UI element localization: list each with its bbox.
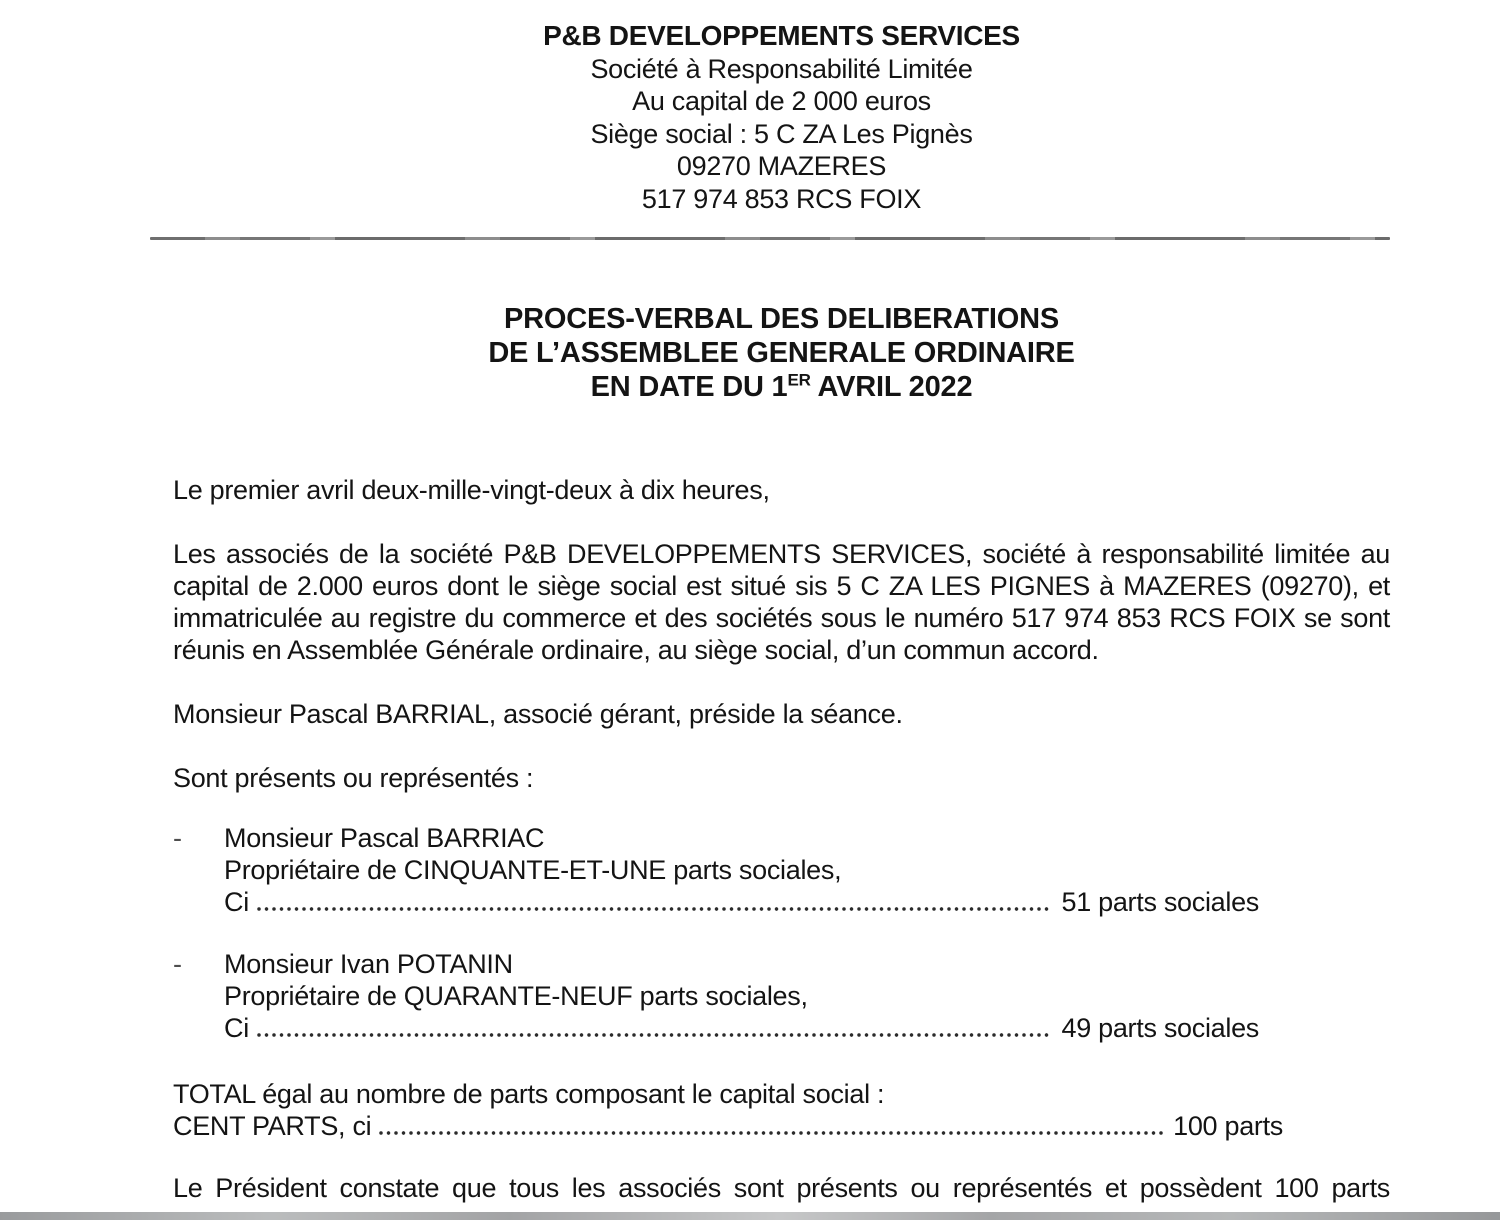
paragraph-president: Monsieur Pascal BARRIAL, associé gérant, préside la séance. [173, 699, 903, 729]
attendee-item-barriac [173, 822, 1390, 918]
letterhead [173, 0, 1390, 215]
title-date-suffix: AVRIL 2022 [810, 371, 973, 403]
leader-prefix: Ci [224, 887, 249, 917]
attendee-name: Monsieur Ivan POTANIN [224, 949, 513, 979]
title-line-3 [173, 370, 1390, 404]
dotted-leader [379, 1131, 1163, 1135]
paragraph-attendance-intro: Sont présents ou représentés : [173, 763, 534, 793]
attendee-shares-row [224, 1012, 1259, 1044]
company-name: P&B DEVELOPPEMENTS SERVICES [543, 20, 1020, 51]
paragraph-company-recitals: Les associés de la société P&B DEVELOPPEMENTS SERVICES, société à responsabilité limitée au capital de 2.000 euros dont le siège social est situé sis 5 C ZA LES PIGNES à MAZERES (09270), et immatriculée au registre du commerce et des sociétés sous le numéro 517 974 853 RCS FOIX se sont réunis en Assemblée Générale ordinaire, au siège social, d’un commun accord. [173, 539, 1390, 665]
total-shares-row [173, 1110, 1283, 1142]
attendee-ownership: Propriétaire de QUARANTE-NEUF parts sociales, [224, 981, 808, 1011]
title-date-superscript: ER [787, 370, 811, 390]
total-amount: 100 parts [1173, 1111, 1283, 1141]
attendee-name: Monsieur Pascal BARRIAC [224, 823, 545, 853]
horizontal-divider [150, 237, 1390, 240]
paragraph-quorum: Le Président constate que tous les associés sont présents ou représentés et possèdent 100 parts [173, 1173, 1390, 1203]
letterhead-line-rcs: 517 974 853 RCS FOIX [641, 183, 922, 214]
title-date-prefix: EN DATE DU 1 [590, 371, 788, 403]
total-label: TOTAL égal au nombre de parts composant le capital social : [173, 1079, 885, 1109]
shares-amount: 51 parts sociales [1061, 887, 1259, 917]
document-title [173, 302, 1390, 404]
scan-edge-artifact [0, 1212, 1500, 1220]
attendee-item-potanin [173, 948, 1390, 1044]
bullet-dash: - [173, 823, 182, 853]
dotted-leader [257, 907, 1052, 911]
attendee-details [224, 822, 1390, 918]
bullet-dash: - [173, 949, 182, 979]
paragraph-opening-date: Le premier avril deux-mille-vingt-deux à dix heures, [173, 475, 770, 505]
attendee-details [224, 948, 1390, 1044]
letterhead-line-city: 09270 MAZERES [676, 151, 887, 181]
letterhead-line-address: Siège social : 5 C ZA Les Pignès [590, 118, 973, 149]
document-content [173, 0, 1390, 1204]
attendee-ownership: Propriétaire de CINQUANTE-ET-UNE parts sociales, [224, 855, 842, 885]
title-line-2: DE L’ASSEMBLEE GENERALE ORDINAIRE [488, 337, 1075, 369]
total-leader-prefix: CENT PARTS, ci [173, 1111, 372, 1141]
total-section [173, 1078, 1390, 1142]
shares-amount: 49 parts sociales [1061, 1013, 1259, 1043]
title-line-1: PROCES-VERBAL DES DELIBERATIONS [503, 303, 1060, 335]
leader-prefix: Ci [224, 1013, 249, 1043]
attendee-shares-row [224, 886, 1259, 918]
letterhead-line-legal-form: Société à Responsabilité Limitée [590, 53, 973, 84]
letterhead-line-capital: Au capital de 2 000 euros [632, 86, 931, 116]
dotted-leader [257, 1033, 1052, 1037]
